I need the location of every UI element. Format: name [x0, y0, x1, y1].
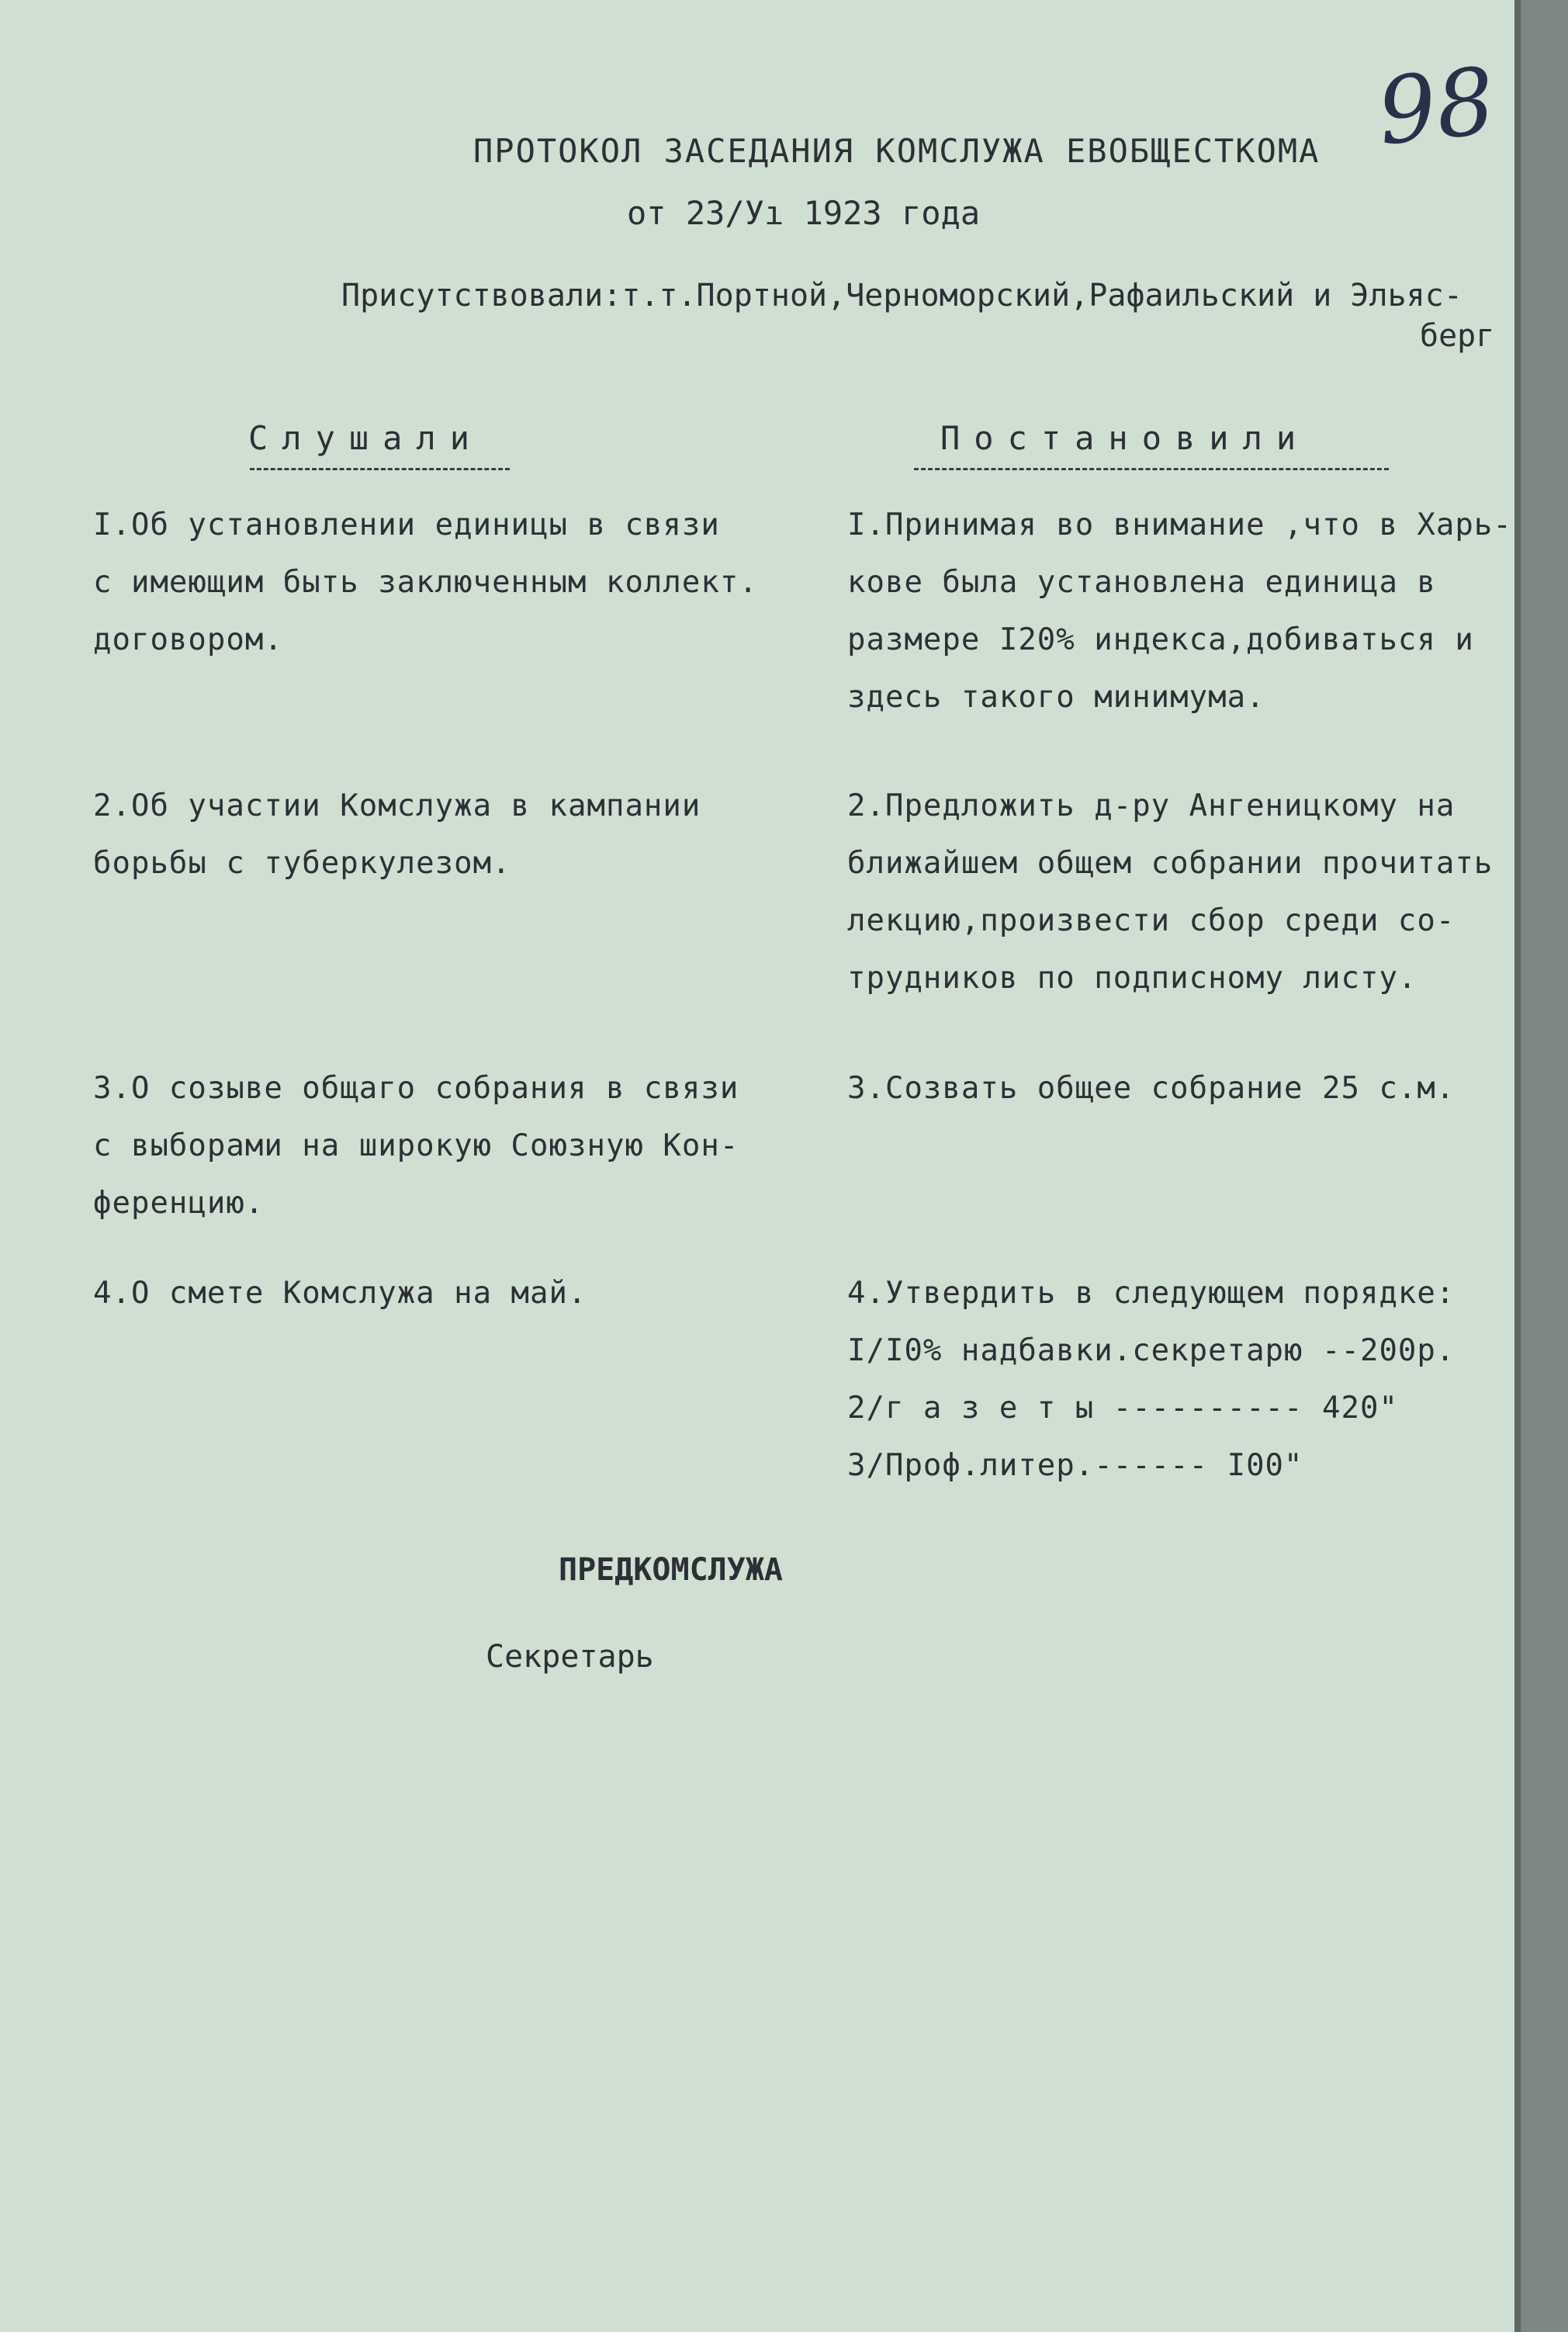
resolved-item-4: 4.Утвердить в следующем порядке: I/I0% надбавки.секретарю --200р. 2/г а з е т ы ---------- 420" 3/Проф.литер.------ I00" — [847, 1276, 1456, 1483]
document-title: ПРОТОКОЛ ЗАСЕДАНИЯ КОМСЛУЖА ЕВОБЩЕСТКОМА — [473, 132, 1321, 170]
page-number-stamp: 98 — [1372, 47, 1500, 166]
heard-item-3: 3.О созыве общаго собрания в связи с выборами на широкую Союзную Кон- ференцию. — [93, 1071, 739, 1221]
background-strip — [1519, 0, 1568, 2332]
heard-item-2: 2.Об участии Комслужа в кампании борьбы с туберкулезом. — [93, 788, 701, 881]
column-heading-resolved: Постановили — [940, 419, 1310, 457]
heading-underline-right — [914, 468, 1389, 470]
heard-item-1: I.Об установлении единицы в связи с имеющим быть заключенным коллект. договором. — [93, 508, 758, 657]
heading-underline-left — [250, 468, 510, 470]
column-heading-heard: Слушали — [248, 419, 484, 457]
secretary-signature: Секретарь — [486, 1639, 654, 1675]
resolved-item-2: 2.Предложить д-ру Ангеницкому на ближайшем общем собрании прочитать лекцию,произвести сбор среди со- трудников по подписному листу. — [847, 788, 1494, 996]
attendees-line-1: Присутствовали:т.т.Портной,Черноморский,Рафаильский и Эльяс- — [341, 278, 1462, 314]
resolved-item-1: I.Принимая во внимание ,что в Харь- кове была установлена единица в размере I20% индекса,добиваться и здесь такого минимума. — [847, 508, 1512, 715]
chair-signature: ПРЕДКОМСЛУЖА — [559, 1552, 783, 1588]
heard-item-4: 4.О смете Комслужа на май. — [93, 1276, 587, 1311]
document-date: от 23/Уı 1923 года — [627, 194, 981, 232]
resolved-item-3: 3.Созвать общее собрание 25 с.м. — [847, 1071, 1456, 1106]
attendees-line-2: берг — [1420, 318, 1495, 354]
